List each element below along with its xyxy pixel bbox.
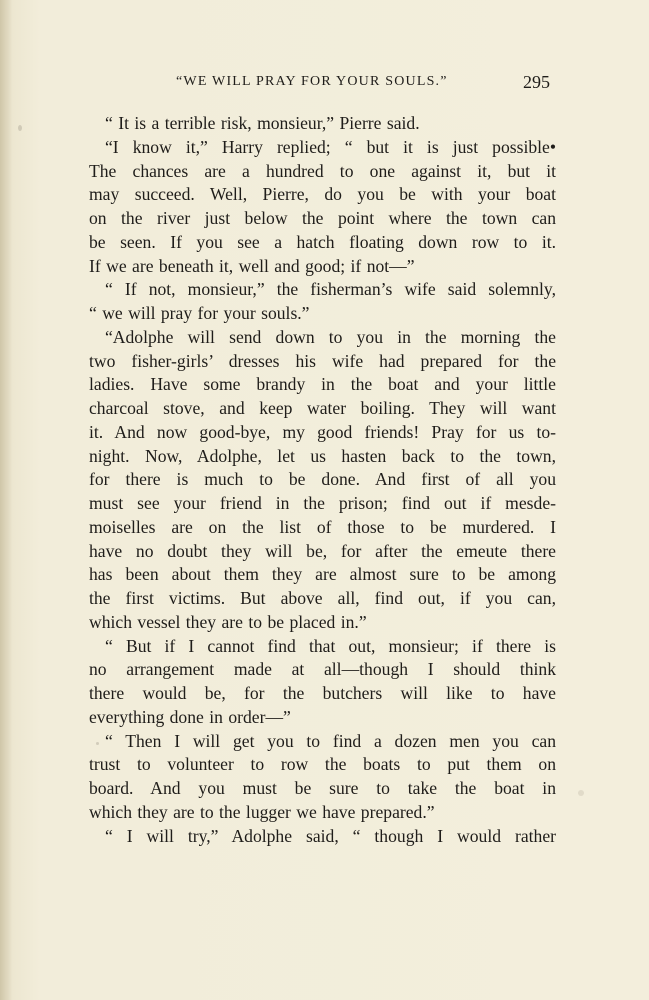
text-line: which vessel they are to be placed in.” <box>89 611 367 632</box>
text-line: “Adolphe will send down to you in the morning the <box>105 326 556 347</box>
page-number: 295 <box>523 72 550 92</box>
text-line: ladies. Have some brandy in the boat and your little <box>89 374 556 395</box>
text-line: for there is much to be done. And first of all you <box>89 469 556 490</box>
text-line: charcoal stove, and keep water boiling. They will want <box>89 398 556 418</box>
text-line: has been about them they are almost sure to be among <box>89 564 556 585</box>
paper-speck <box>96 742 99 745</box>
text-line: “ we will pray for your souls.” <box>89 303 310 323</box>
text-line: everything done in order—” <box>89 706 291 727</box>
text-line: there would be, for the butchers will like to have <box>89 683 556 703</box>
text-line: “ I will try,” Adolphe said, “ though I would rather <box>105 825 556 846</box>
text-line: If we are beneath it, well and good; if not—” <box>89 255 415 276</box>
text-line: no arrangement made at all—though I should think <box>89 659 556 680</box>
text-line: must see your friend in the prison; find out if mesde- <box>89 493 556 513</box>
binding-edge <box>0 0 12 1000</box>
text-line: have no doubt they will be, for after the emeute there <box>89 540 556 561</box>
text-line: it. And now good-bye, my good friends! Pray for us to- <box>89 421 556 442</box>
text-line: trust to volunteer to row the boats to put them on <box>89 754 556 775</box>
running-title: “WE WILL PRAY FOR YOUR SOULS.” <box>176 74 448 89</box>
paper-speck <box>18 125 22 131</box>
text-line: may succeed. Well, Pierre, do you be with your boat <box>89 184 556 205</box>
text-line: which they are to the lugger we have prepared.” <box>89 801 435 822</box>
text-line: board. And you must be sure to take the boat in <box>89 778 556 798</box>
text-line: the first victims. But above all, find out, if you can, <box>89 588 556 608</box>
text-line: The chances are a hundred to one against it, but it <box>89 160 556 181</box>
text-line: two fisher-girls’ dresses his wife had prepared for the <box>89 350 556 371</box>
text-line: “ It is a terrible risk, monsieur,” Pierre said. <box>105 113 420 133</box>
text-line: “I know it,” Harry replied; “ but it is just possible• <box>105 136 556 157</box>
body-text <box>89 112 556 848</box>
text-line: “ Then I will get you to find a dozen men you can <box>105 730 556 751</box>
text-line: “ If not, monsieur,” the fisherman’s wife said solemnly, <box>105 279 556 300</box>
text-line: night. Now, Adolphe, let us hasten back to the town, <box>89 445 556 466</box>
paper-speck <box>578 790 584 796</box>
text-line: moiselles are on the list of those to be murdered. I <box>89 516 556 537</box>
text-line: “ But if I cannot find that out, monsieur; if there is <box>105 635 556 656</box>
text-line: be seen. If you see a hatch floating down row to it. <box>89 231 556 252</box>
text-line: on the river just below the point where the town can <box>89 208 556 228</box>
